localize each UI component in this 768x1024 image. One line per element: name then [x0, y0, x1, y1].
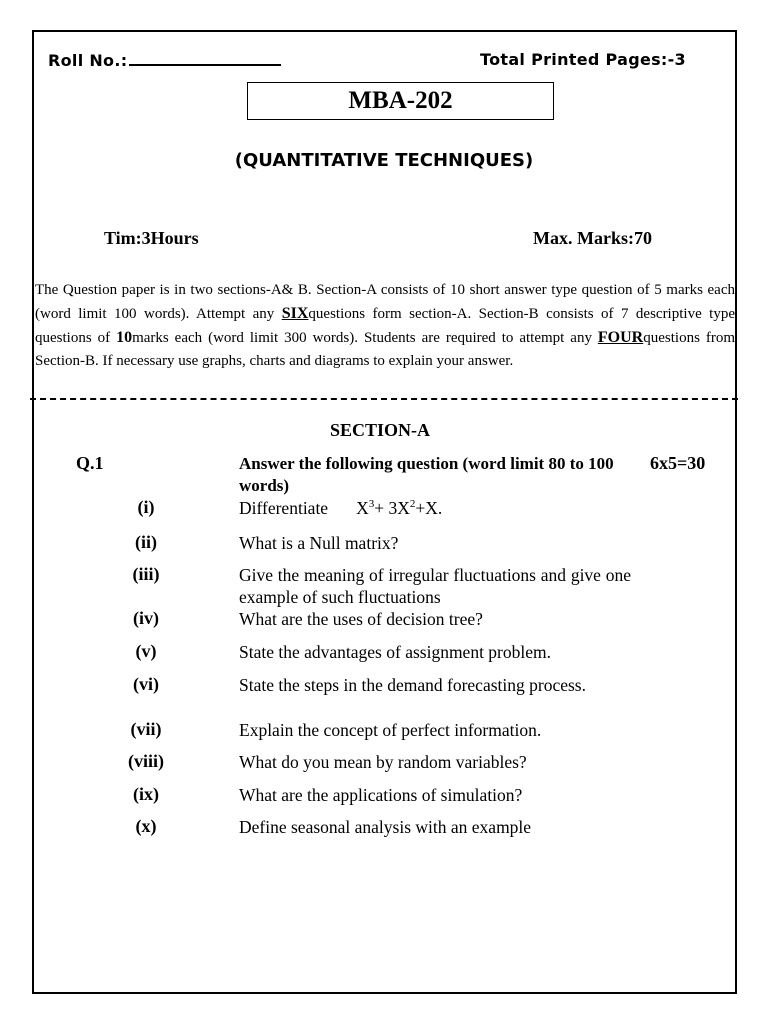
instructions-paragraph: [35, 279, 735, 373]
instructions-text: questions from Section-B. If necessary use graphs, charts and diagrams to explain your answer.: [35, 330, 736, 369]
instructions-six: SIX: [281, 305, 309, 322]
item-text: [239, 497, 631, 519]
expression-term: X: [356, 498, 369, 518]
paper-code-box: [247, 82, 554, 120]
instructions-ten: 10: [116, 329, 133, 346]
question-marks: 6x5=30: [650, 453, 706, 473]
item-number: (ix): [133, 784, 159, 804]
instructions-text: marks each (word limit 300 words). Students are required to attempt any: [132, 330, 598, 346]
item-text: What are the uses of decision tree?: [239, 609, 483, 629]
exponent: 2: [409, 498, 416, 511]
instructions-text: questions form section-A. Section-B consists of 7 descriptive type questions of: [35, 306, 735, 346]
item-number: (v): [135, 641, 157, 661]
item-text: State the steps in the demand forecasting process.: [239, 675, 586, 695]
question-number: Q.1: [76, 453, 104, 473]
exam-duration: Tim:3Hours: [104, 228, 199, 248]
item-text: Give the meaning of irregular fluctuations and give one example of such fluctuations: [239, 565, 631, 607]
item-number: (x): [135, 816, 157, 836]
item-text: What are the applications of simulation?: [239, 785, 523, 805]
item-text: What do you mean by random variables?: [239, 752, 527, 772]
item-number: (vi): [133, 674, 159, 694]
item-text: What is a Null matrix?: [239, 533, 399, 553]
roll-number-field: [48, 50, 281, 70]
paper-code: MBA-202: [348, 87, 453, 114]
instructions-four: FOUR: [597, 329, 644, 346]
expression-term: +X.: [415, 498, 443, 518]
item-text-lead: Differentiate: [239, 498, 329, 518]
expression-term: + 3X: [374, 498, 410, 518]
item-number: (viii): [128, 751, 164, 771]
item-text: Define seasonal analysis with an example: [239, 817, 532, 837]
max-marks: Max. Marks:70: [533, 228, 652, 248]
dashed-divider: [30, 398, 738, 400]
item-number: (vii): [130, 719, 162, 739]
section-title: SECTION-A: [329, 420, 431, 440]
item-number: (ii): [135, 532, 157, 552]
roll-number-blank: [129, 50, 281, 66]
exponent: 3: [368, 498, 375, 511]
total-printed-pages: Total Printed Pages:-3: [480, 50, 686, 69]
item-number: (iv): [133, 608, 159, 628]
item-text: Explain the concept of perfect information.: [239, 720, 542, 740]
question-text: Answer the following question (word limit 80 to 100 words): [239, 454, 614, 495]
item-text: State the advantages of assignment problem.: [239, 642, 552, 662]
item-number: (iii): [132, 564, 160, 584]
paper-subject: (QUANTITATIVE TECHNIQUES): [234, 150, 534, 171]
instructions-text: The Question paper is in two sections-A& B. Section-A consists of 10 short answer type question of 5 marks each (word limit 100 words). Attempt any: [35, 282, 735, 322]
item-number: (i): [137, 497, 155, 517]
roll-number-label: Roll No.:: [48, 51, 128, 70]
